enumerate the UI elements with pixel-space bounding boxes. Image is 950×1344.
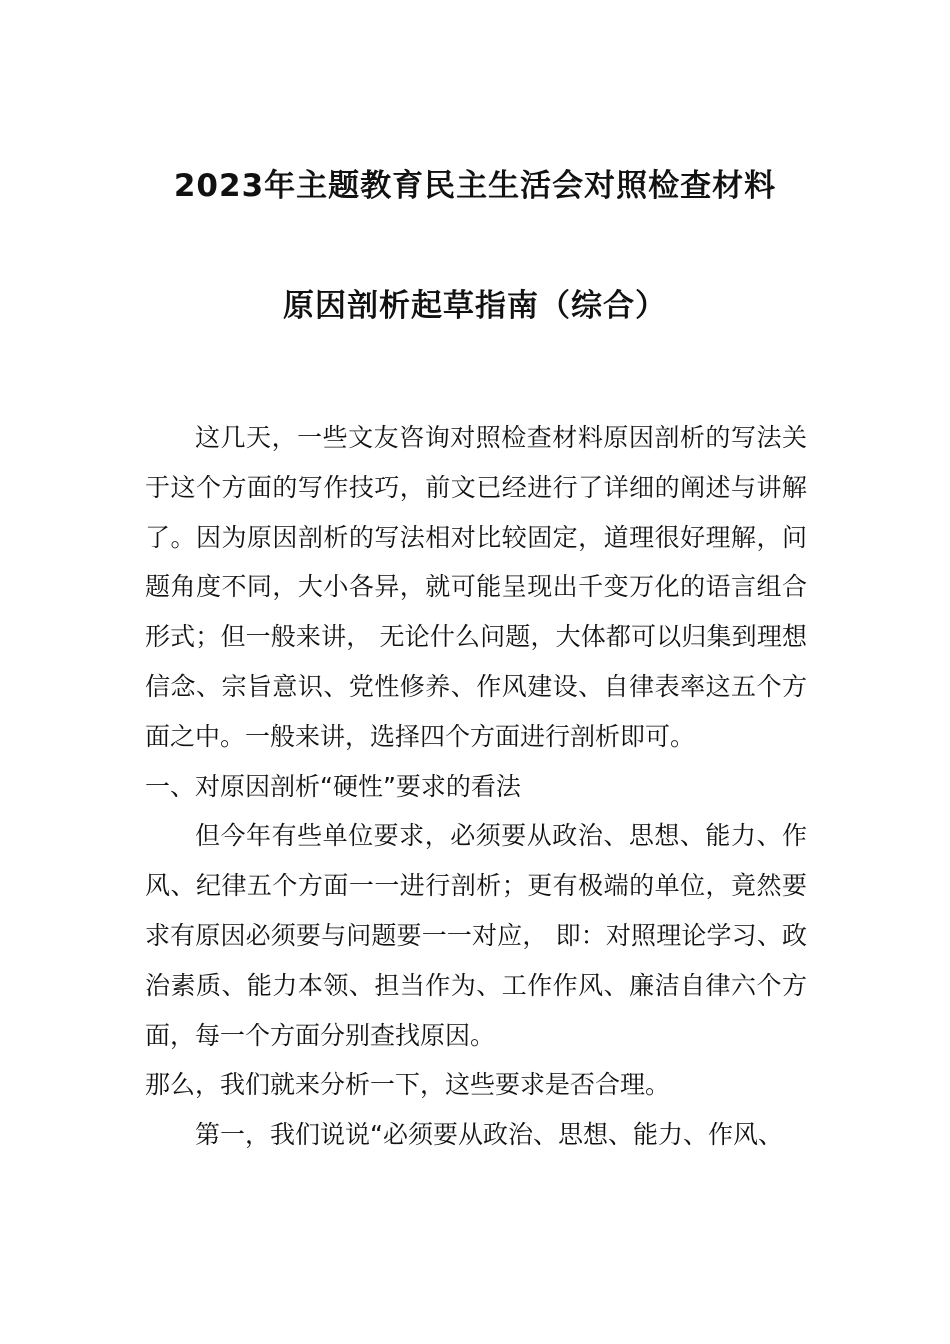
analysis-intro-line: 那么，我们就来分析一下，这些要求是否合理。 (145, 1070, 671, 1100)
intro-paragraph: 这几天，一些文友咨询对照检查材料原因剖析的写法关于这个方面的写作技巧，前文已经进行了详细的阐述与讲解了。因为原因剖析的写法相对比较固定，道理很好理解，问题角度不同，大小各异，就可能呈现出千变万化的语言组合形式；但一般来讲， 无论什么问题，大体都可以归集到理想信念、宗旨意识、党性修养、作风建设、自律表率这五个方面之中。一般来讲，选择四个方面进行剖析即可。 (145, 423, 807, 751)
document-title-line-1: 2023年主题教育民主生活会对照检查材料 (173, 168, 777, 204)
section-heading: 一、对原因剖析“硬性”要求的看法 (145, 771, 521, 801)
requirements-paragraph: 但今年有些单位要求，必须要从政治、思想、能力、作风、纪律五个方面一一进行剖析；更有极端的单位，竟然要求有原因必须要与问题要一一对应， 即：对照理论学习、政治素质、能力本领、担当作为、工作作风、廉洁自律六个方面，每一个方面分别查找原因。 (145, 821, 807, 1050)
document-body (145, 413, 807, 1160)
first-point-paragraph: 第一，我们说说“必须要从政治、思想、能力、作风、 (195, 1120, 783, 1150)
document-title-line-2: 原因剖析起草指南（综合） (283, 288, 667, 324)
